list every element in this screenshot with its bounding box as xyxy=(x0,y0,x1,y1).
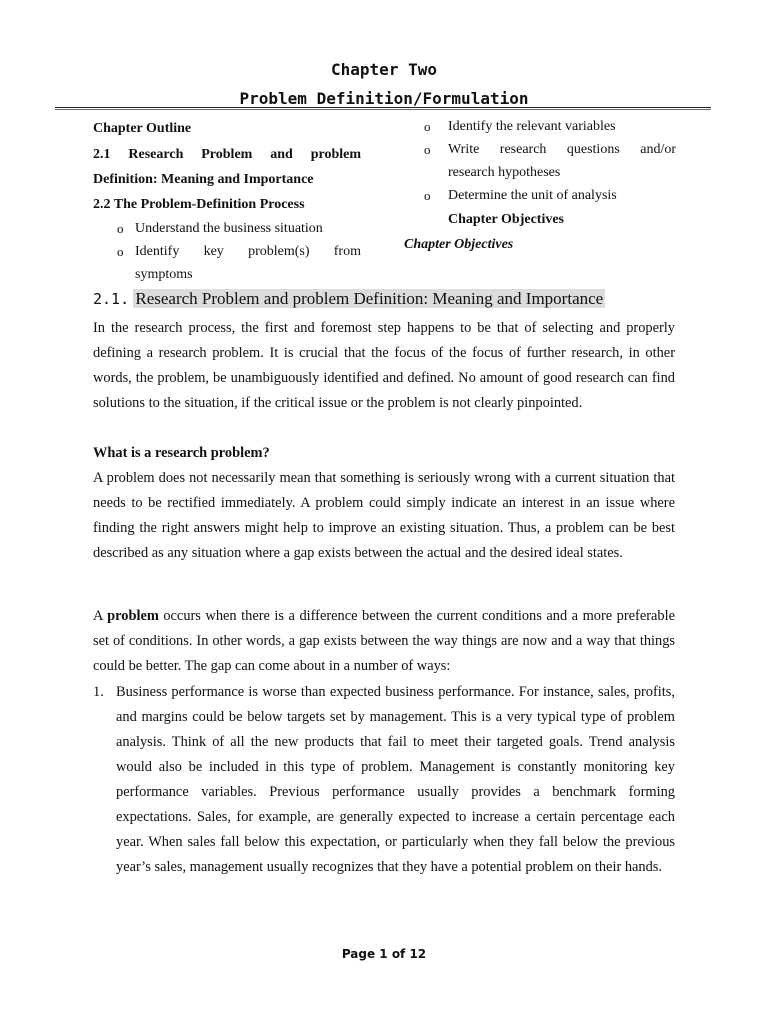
outline-bullet-text: research hypotheses xyxy=(448,165,561,180)
outline-bullet-text: symptoms xyxy=(135,267,193,282)
chapter-subtitle: Problem Definition/Formulation xyxy=(239,89,529,108)
section-title: Research Problem and problem Definition: Meaning and Importance xyxy=(135,289,604,308)
outline-bullet-continuation xyxy=(404,164,676,182)
outline-bullet xyxy=(93,220,361,238)
paragraph xyxy=(93,604,675,679)
paragraph: In the research process, the first and foremost step happens to be that of selecting and properly defining a research problem. It is crucial that the focus of the focus of further research, in other words, the problem, be unambiguously identified and defined. No amount of good research can find solutions to the situation, if the critical issue or the problem is not clearly pinpointed. xyxy=(93,320,675,411)
title-rule xyxy=(55,107,711,108)
bullet-marker: o xyxy=(117,221,124,236)
title-rule-secondary xyxy=(55,109,711,110)
outline-bullet xyxy=(93,243,361,261)
outline-bullet-text: Determine the unit of analysis xyxy=(448,188,617,203)
paragraph-bold-term: problem xyxy=(107,608,159,624)
outline-bullet-text: Understand the business situation xyxy=(135,221,323,236)
page-footer: Page 1 of 12 xyxy=(341,947,427,961)
list-number: 1. xyxy=(93,684,104,700)
outline-heading: Chapter Outline xyxy=(93,121,192,136)
outline-bullet-text: Write research questions and/or xyxy=(448,142,676,157)
subheading-question: What is a research problem? xyxy=(93,445,270,461)
objectives-heading: Chapter Objectives xyxy=(448,212,564,227)
outline-bullet xyxy=(404,141,676,159)
outline-bullet-continuation xyxy=(93,266,361,284)
section-number: 2.1. xyxy=(93,290,130,308)
bullet-marker: o xyxy=(117,244,124,259)
objectives-heading-italic: Chapter Objectives xyxy=(404,237,514,252)
bullet-marker: o xyxy=(424,188,431,203)
section-heading xyxy=(93,289,605,309)
numbered-list-item xyxy=(93,680,675,880)
outline-bullet-text: Identify the relevant variables xyxy=(448,119,616,134)
paragraph-text: occurs when there is a difference between the current conditions and a more preferable set of conditions. In other words, a gap exists between the way things are now and a way that things could be better. The gap can come about in a number of ways: xyxy=(93,608,675,674)
list-item-text: Business performance is worse than expected business performance. For instance, sales, profits, and margins could be below targets set by management. This is a very typical type of problem analysis. Think of all the new products that fail to meet their targeted goals. Trend analysis would also be included in this type of problem. Management is constantly monitoring key performance variables. Previous performance usually provides a benchmark forming expectations. Sales, for example, are generally expected to increase a certain percentage each year. When sales fall below this expectation, or particularly when they fall below the previous year’s sales, management usually recognizes that they have a potential problem on their hands. xyxy=(116,684,675,875)
paragraph: A problem does not necessarily mean that something is seriously wrong with a current situation that needs to be rectified immediately. A problem could simply indicate an interest in an issue where finding the right answers might help to improve an existing situation. Thus, a problem can be best described as any situation where a gap exists between the actual and the desired ideal states. xyxy=(93,470,675,561)
outline-left-column xyxy=(93,120,361,284)
outline-right-column xyxy=(404,118,676,254)
outline-item-2-1-line2: Definition: Meaning and Importance xyxy=(93,172,314,187)
bullet-marker: o xyxy=(424,119,431,134)
outline-item-2-1-line1: 2.1 Research Problem and problem xyxy=(93,147,361,162)
paragraph-text: A xyxy=(93,608,108,624)
outline-bullet xyxy=(404,118,676,136)
outline-item-2-2: 2.2 The Problem-Definition Process xyxy=(93,197,305,212)
outline-bullet xyxy=(404,187,676,205)
chapter-title: Chapter Two xyxy=(331,60,437,79)
outline-bullet-text: Identify key problem(s) from xyxy=(135,244,361,259)
bullet-marker: o xyxy=(424,142,431,157)
